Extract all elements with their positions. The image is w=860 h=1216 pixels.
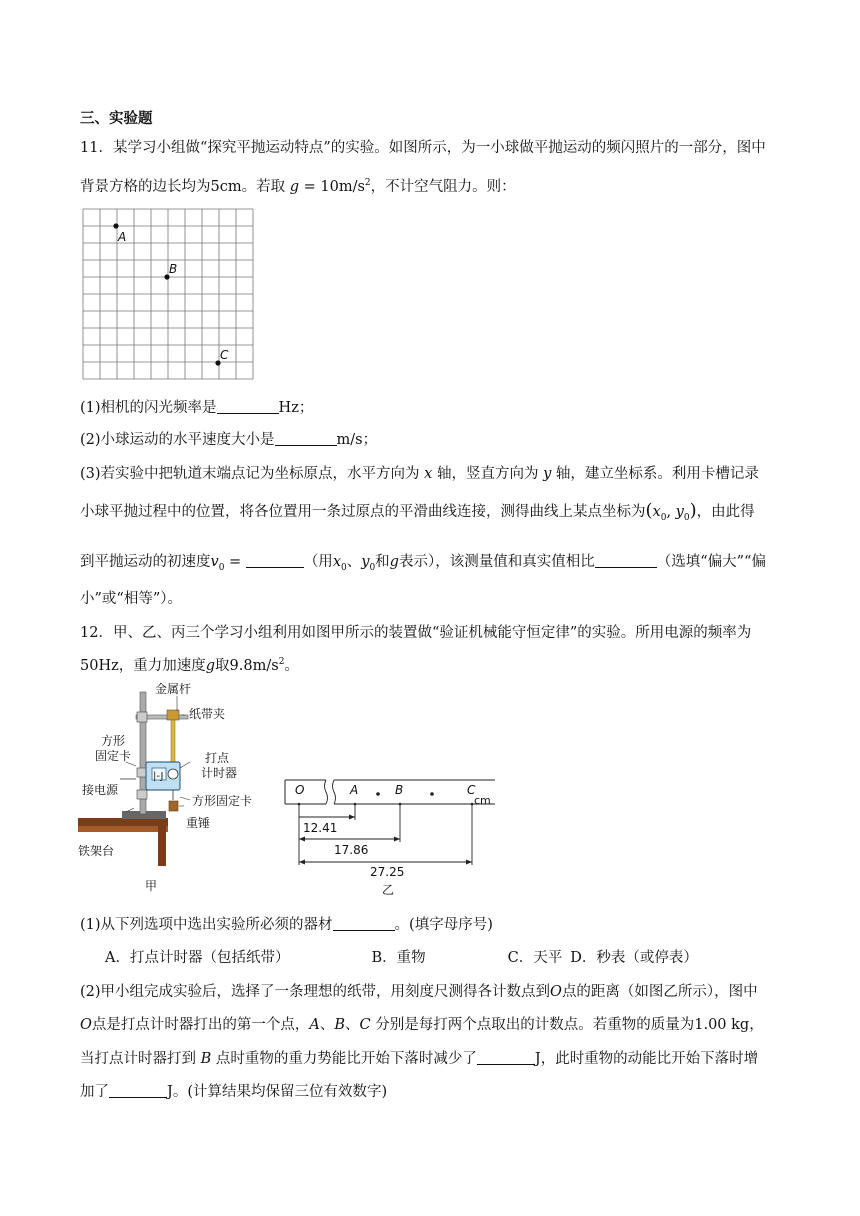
q11-part3-line2: 小球平抛过程中的位置，将各位置用一条过原点的平滑曲线连接，测得曲线上某点坐标为($x_0$, $y_0$)，由此得	[80, 500, 755, 523]
label-weight: 重锤	[186, 816, 211, 830]
answer-blank[interactable]	[477, 1050, 535, 1065]
q12-part1: (1)从下列选项中选出实验所必须的器材 。(填字母序号)	[80, 917, 493, 933]
answer-blank[interactable]	[246, 553, 304, 568]
tape-unit: cm	[474, 794, 491, 807]
tape-point-a: A	[350, 783, 359, 797]
tape-figure	[282, 770, 502, 895]
q11-stem-line2: 背景方格的边长均为5cm。若取 $g = 10m/s^2$，不计空气阻力。则：	[80, 178, 516, 195]
q11-part3-line4: 小”或“相等”）。	[80, 591, 182, 607]
option-d[interactable]: D．秒表（或停表）	[570, 950, 698, 966]
answer-blank[interactable]	[275, 431, 337, 446]
option-c[interactable]: C．天平	[507, 950, 563, 966]
q11-part1: (1)相机的闪光频率是 Hz；	[80, 400, 314, 416]
answer-blank[interactable]	[217, 399, 279, 414]
tape-clip	[167, 710, 179, 720]
answer-blank[interactable]	[109, 1083, 167, 1098]
point-b-label: B	[169, 262, 178, 276]
caption-jia: 甲	[145, 879, 158, 893]
q12-options	[105, 946, 782, 967]
label-metal-rod: 金属杆	[155, 682, 192, 696]
answer-blank[interactable]	[333, 916, 395, 931]
label-card-line2: 固定卡	[95, 749, 132, 763]
label-power: 接电源	[82, 783, 119, 797]
label-card-line1: 方形	[101, 734, 126, 748]
q11-part2: (2)小球运动的水平速度大小是 m/s；	[80, 432, 378, 448]
label-timer-line1: 打点	[205, 751, 230, 765]
q11-stem-line1: 11．某学习小组做“探究平抛运动特点”的实验。如图所示，为一小球做平抛运动的频闪照片的一部分，图中	[80, 140, 766, 156]
distance-oc: 27.25	[370, 865, 405, 879]
label-stand: 铁架台	[78, 844, 115, 858]
svg-text:|-J: |-J	[153, 771, 164, 782]
label-timer-line2: 计时器	[201, 766, 238, 780]
point-a-dot	[113, 223, 118, 228]
tape-point-c: C	[467, 783, 476, 797]
q12-stem-line1: 12．甲、乙、丙三个学习小组利用如图甲所示的装置做“验证机械能守恒定律”的实验。所用电源的频率为	[80, 625, 752, 641]
label-card2: 方形固定卡	[192, 794, 253, 808]
q11-part3-line3: 到平抛运动的初速度$v_0$ = （用$x_0$、$y_0$和g表示），该测量值和真实值相比 （选填“偏大”“偏	[80, 554, 766, 573]
table-top	[78, 818, 168, 826]
weight-block	[169, 801, 178, 811]
flash-photo-grid	[82, 208, 254, 382]
caption-yi: 乙	[382, 883, 395, 895]
label-tape-clip: 纸带夹	[189, 707, 226, 721]
q12-stem-line2: 50Hz，重力加速度g取$9.8m/s^2$。	[80, 657, 299, 674]
q11-part3-line1: (3)若实验中把轨道末端点记为坐标原点，水平方向为 x 轴，竖直方向为 y 轴，建立坐标系。利用卡槽记录	[80, 466, 759, 482]
q12-part2-line4: 加了 J。(计算结果均保留三位有效数字)	[80, 1084, 388, 1100]
point-a-label: A	[118, 230, 127, 244]
distance-ob: 17.86	[334, 843, 369, 857]
point-c-label: C	[220, 348, 229, 362]
option-a[interactable]: A．打点计时器（包括纸带）	[105, 950, 290, 966]
apparatus-figure	[78, 682, 278, 897]
tape-point-b: B	[395, 783, 404, 797]
tape-point-o: O	[295, 783, 305, 797]
q12-part2-line1: (2)甲小组完成实验后，选择了一条理想的纸带，用刻度尺测得各计数点到O点的距离（如图乙所示），图中	[80, 984, 758, 1000]
distance-oa: 12.41	[303, 821, 338, 835]
q12-part2-line2: O点是打点计时器打出的第一个点，A、B、C 分别是每打两个点取出的计数点。若重物的质量为1.00 kg，	[80, 1017, 764, 1033]
section-heading: 三、实验题	[80, 111, 153, 127]
q12-part2-line3: 当打点计时器打到 B 点时重物的重力势能比开始下落时减少了 J，此时重物的动能比开始下落时增	[80, 1051, 759, 1067]
option-b[interactable]: B．重物	[371, 950, 426, 966]
answer-blank[interactable]	[595, 553, 657, 568]
